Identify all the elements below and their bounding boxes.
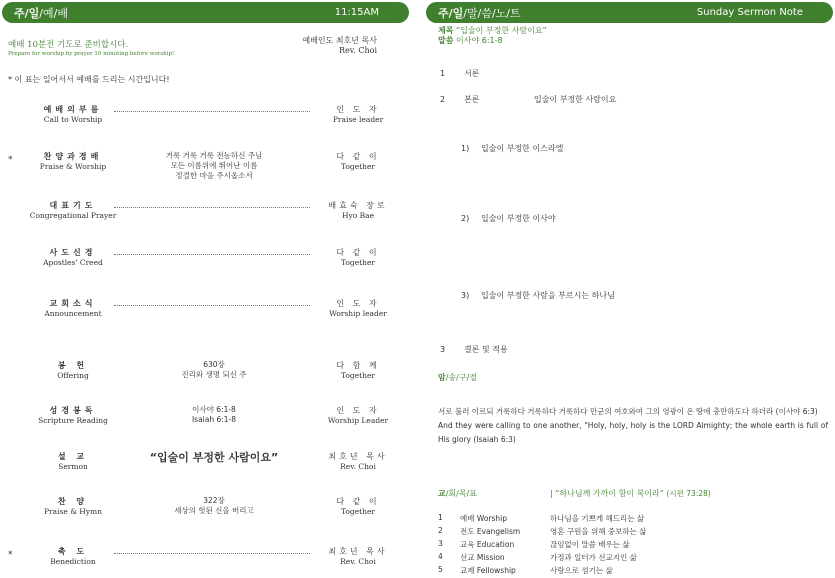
point-number: 3) [461,291,470,300]
outline-number: 1 [440,69,446,78]
church-goal-verse [550,488,711,499]
title-char-1: 주 [14,6,25,20]
order-row [8,546,408,578]
leader-en: Rev. Choi [340,462,376,471]
leader-ko: 최호년 목사 [328,452,388,461]
worship-order-title [14,5,68,21]
liturgist-ko: 예배인도 최호년 목사 [302,36,377,45]
memory-verse-text [438,405,828,447]
church-goal-label-a: 교 [438,489,446,498]
outline-intro [440,68,479,79]
order-row [8,247,408,287]
point-text: 입술이 부정한 이스라엘 [481,144,564,153]
order-item-content [118,405,310,425]
order-item-en: Offering [57,371,89,380]
order-item-content [118,360,310,380]
goal-title: 교육 Education [460,540,515,549]
leader-en: Rev. Choi [340,557,376,566]
leader-ko: 최호년 목사 [328,547,388,556]
order-item-ko: 대표기도 [49,201,97,210]
content-line: 진리와 생명 되신 주 [181,370,247,379]
sermon-note-label: Sunday Sermon Note [696,7,803,18]
sermon-note-header [426,2,833,23]
note-title-char-1: 주 [438,6,449,20]
leader-ko: 다 같 이 [336,497,380,506]
church-goal-verse-text: | “하나님께 가까이 함이 복이라” [550,489,664,498]
goal-number: 4 [438,552,443,561]
worship-order-header [2,2,409,23]
point-number: 1) [461,144,470,153]
order-item-content [118,151,310,181]
order-item-en: Call to Worship [43,115,103,124]
order-item-content [118,496,310,516]
order-item-en: Benediction [50,557,96,566]
order-item-ko: 사도신경 [49,248,97,257]
goal-number: 2 [438,526,443,535]
memory-verse-label [438,372,477,383]
order-item-ko: 봉 헌 [57,361,89,370]
point-number: 2) [461,214,470,223]
memory-verse-en: And they were calling to one another, "Holy, holy, holy is the LORD Almighty; the whole earth is full of His glory (Isaiah 6:3) [438,421,828,444]
order-item-ko: 성경봉독 [49,406,97,415]
outline-text: 결론 및 적용 [464,345,508,354]
point-text: 입술이 부정한 이사야 [481,214,556,223]
order-item-ko: 찬 양 [57,497,89,506]
order-item-en: Apostles' Creed [43,258,103,267]
outline-conclusion [440,344,508,355]
leader-en: Hyo Bae [341,211,375,220]
goal-number: 1 [438,513,443,522]
order-row [8,405,408,445]
content-line: 630장 [203,360,225,369]
title-rest: /예/배 [39,6,68,20]
sermon-note-title [438,5,521,21]
outline-number: 2 [440,95,446,104]
church-goal-label [438,488,477,499]
dotted-leader [114,207,310,208]
dotted-leader [114,111,310,112]
leader-ko: 인 도 자 [336,105,380,114]
prayer-note-ko: 예배 10분전 기도로 준비합시다. [8,40,129,50]
sermon-point-1 [461,143,563,154]
dotted-leader [114,305,310,306]
scripture-label: 말씀 [438,36,454,45]
sermon-scripture: 이사야 6:1-8 [456,36,503,45]
order-row [8,104,408,144]
memory-verse-label-a: 암 [438,373,446,382]
leader-ko: 배효숙 장로 [328,201,388,210]
liturgist [302,36,377,56]
dotted-leader [114,553,310,554]
order-row [8,451,408,491]
leader-ko: 다 같 이 [336,152,380,161]
church-goal-verse-ref: (시편 73:28) [666,489,711,498]
content-line: “입술이 부정한 사람이요” [149,451,279,464]
service-time: 11:15AM [334,7,379,18]
prayer-note [8,38,174,57]
dotted-leader [114,254,310,255]
order-item-en: Scripture Reading [38,416,108,425]
title-char-2: /일 [24,6,40,20]
content-line: 정결한 마음 주시옵소서 [175,171,253,180]
memory-verse-ko: 서로 불러 이르되 거룩하다 거룩하다 거룩하다 만군의 여호와여 그의 영광이 온 땅에 충만하도다 하더라 (이사야 6:3) [438,407,818,416]
liturgist-en: Rev. Choi [338,46,377,55]
goal-description: 끊임없이 말씀 배우는 삶 [550,540,630,549]
goal-title: 선교 Mission [460,553,505,562]
outline-text: 서론 [464,69,480,78]
leader-en: Together [340,162,376,171]
order-item-en: Praise & Worship [39,162,107,171]
point-text: 입술이 부정한 사람을 부르시는 하나님 [481,291,615,300]
order-item-ko: 축 도 [57,547,89,556]
order-item-ko: 교회소식 [49,299,97,308]
order-row [8,496,408,536]
content-line: 모든 이름위에 뛰어난 이름 [170,161,258,170]
leader-en: Worship Leader [327,416,389,425]
leader-ko: 다 같 이 [336,248,380,257]
leader-ko: 인 도 자 [336,299,380,308]
standing-mark: * [8,550,13,560]
leader-ko: 다 함 께 [336,361,380,370]
note-title-rest: /말/씀/노/트 [463,6,521,20]
leader-en: Together [340,371,376,380]
sermon-heading [438,26,547,46]
order-item-en: Sermon [58,462,88,471]
church-goal-label-b: /회/목/표 [445,489,478,498]
memory-verse-label-b: /송/구/절 [445,373,478,382]
order-row [8,200,408,240]
leader-en: Worship leader [329,309,387,318]
sermon-point-2 [461,213,556,224]
note-title-char-2: /일 [448,6,464,20]
goal-title: 교제 Fellowship [460,566,516,575]
order-item-ko: 찬양과경배 [43,152,103,161]
goal-description: 가정과 일터가 선교지인 삶 [550,553,637,562]
prayer-note-en: Prepare for worship by prayer 10 minuting before worship! [8,51,175,57]
outline-body-subtitle: 입술이 부정한 사람이요 [534,95,617,104]
outline-text: 본론 [464,95,480,104]
leader-en: Praise leader [332,115,384,124]
leader-en: Together [340,258,376,267]
goal-description: 하나님을 기쁘게 해드리는 삶 [550,514,645,523]
order-item-ko: 설 교 [57,452,89,461]
content-line: 이사야 6:1-8 [192,405,236,414]
order-row [8,298,408,338]
content-line: Isaiah 6:1-8 [191,415,237,424]
content-line: 322장 [203,496,225,505]
standing-mark: * [8,155,13,165]
order-row [8,360,408,400]
goal-description: 영혼 구원을 위해 중보하는 삶 [550,527,647,536]
outline-number: 3 [440,345,446,354]
sermon-title: “입술이 부정한 사람이요” [456,26,547,35]
content-line: 세상의 헛된 신을 버리고 [174,506,254,515]
goal-title: 전도 Evangelism [460,527,521,536]
goal-description: 사랑으로 섬기는 삶 [550,566,613,575]
goal-number: 3 [438,539,443,548]
order-item-content [118,453,310,463]
outline-body [440,94,617,105]
content-line: 거룩 거룩 거룩 전능하신 주님 [165,151,263,160]
order-row [8,151,408,191]
order-item-en: Congregational Prayer [29,211,117,220]
stand-note: * 이 표는 일어서서 예배를 드리는 시간입니다! [8,75,170,84]
sermon-point-3 [461,290,615,301]
leader-en: Together [340,507,376,516]
goal-number: 5 [438,565,443,574]
order-item-en: Praise & Hymn [44,507,102,516]
leader-ko: 인 도 자 [336,406,380,415]
title-label: 제목 [438,26,454,35]
order-item-ko: 예배의부름 [43,105,103,114]
order-item-en: Announcement [44,309,102,318]
goal-title: 예배 Worship [460,514,508,523]
